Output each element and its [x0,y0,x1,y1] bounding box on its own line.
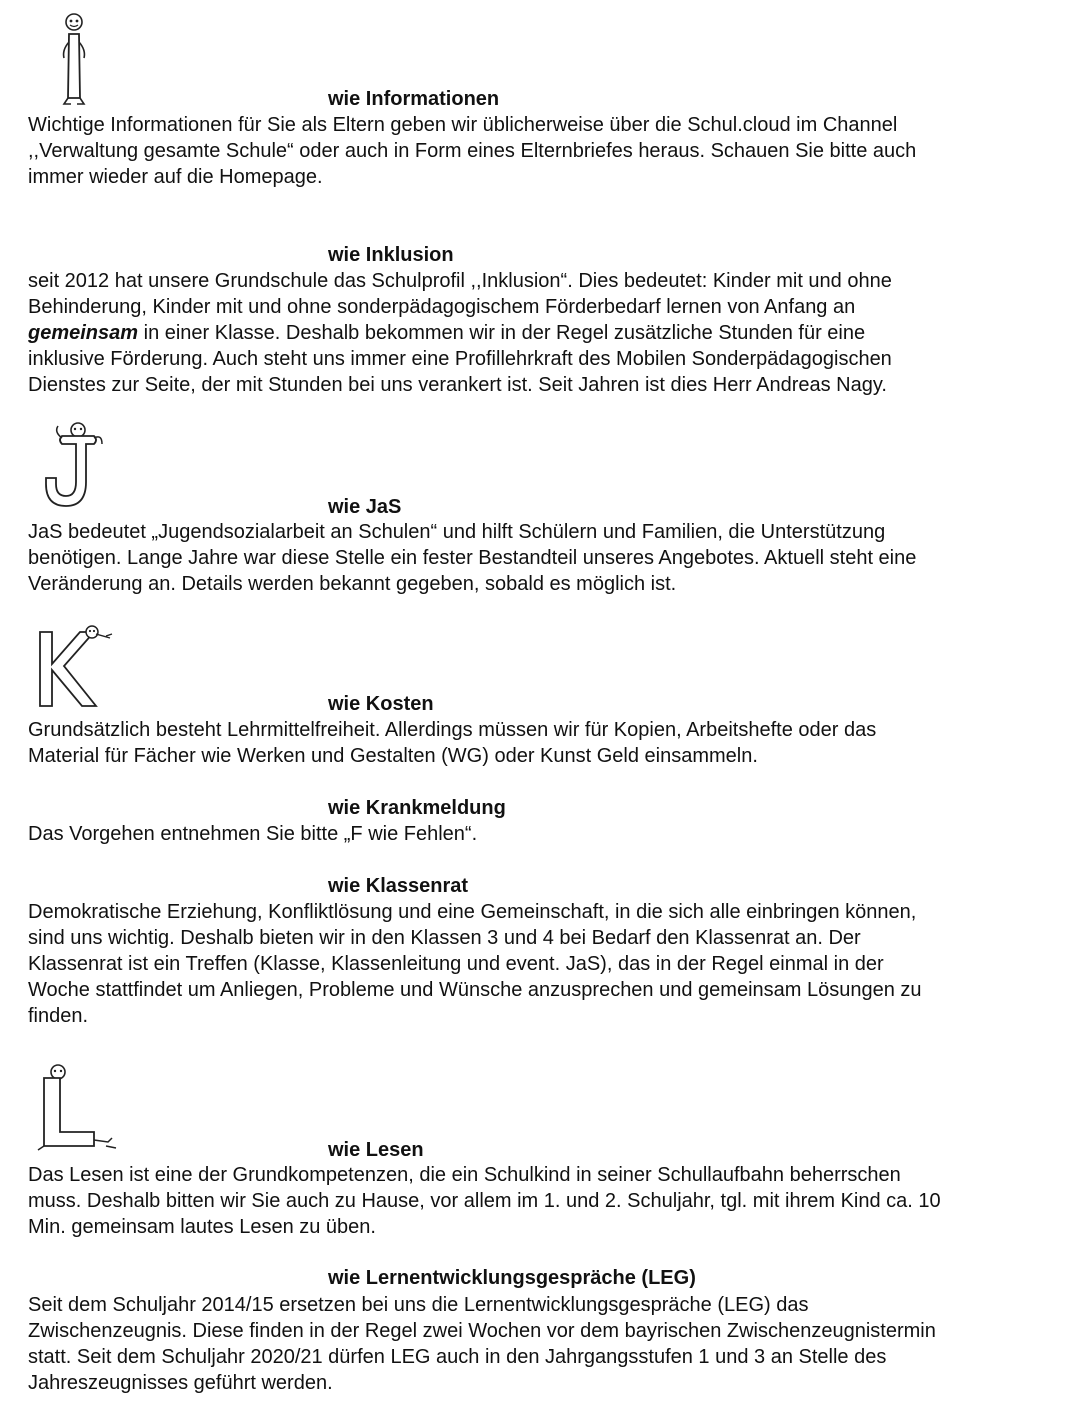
text-line: inklusive Förderung. Auch steht uns immer eine Profillehrkraft des Mobilen Sonderpädagogischen [28,348,892,370]
text-line: JaS bedeutet „Jugendsozialarbeit an Schulen“ und hilft Schülern und Familien, die Unterstützung [28,521,886,543]
paragraph-jas [28,519,1068,597]
text-line: Jahreszeugnisses geführt werden. [28,1372,333,1394]
letter-i-figure-icon [56,12,96,108]
paragraph-lernentwicklungsgespraeche [28,1292,1068,1396]
letter-k-figure-icon [36,622,116,710]
text-line: muss. Deshalb bitten wir Sie auch zu Hause, vor allem im 1. und 2. Schuljahr, tgl. mit ihrem Kind ca. 10 [28,1190,941,1212]
text-line: Woche stattfindet um Anliegen, Probleme und Wünsche anzusprechen und gemeinsam Lösungen zu [28,979,922,1001]
paragraph-informationen [28,112,1068,190]
letter-l-figure-icon [32,1062,122,1156]
heading-krankmeldung: wie Krankmeldung [328,797,506,819]
text-line: immer wieder auf die Homepage. [28,166,323,188]
text-line: Material für Fächer wie Werken und Gestalten (WG) oder Kunst Geld einsammeln. [28,745,758,767]
paragraph-lesen [28,1162,1068,1240]
text-line: Das Vorgehen entnehmen Sie bitte „F wie Fehlen“. [28,823,478,845]
text-line: seit 2012 hat unsere Grundschule das Schulprofil ,,Inklusion“. Dies bedeutet: Kinder mit und ohne [28,270,892,292]
text-line: Zwischenzeugnis. Diese finden in der Regel zwei Wochen vor dem bayrischen Zwischenzeugnistermin [28,1320,936,1342]
heading-klassenrat: wie Klassenrat [328,875,469,897]
text-line: Klassenrat ist ein Treffen (Klasse, Klassenleitung und event. JaS), das in der Regel einmal in der [28,953,884,975]
text-line: benötigen. Lange Jahre war diese Stelle ein fester Bestandteil unseres Angebotes. Aktuell steht eine [28,547,917,569]
emphasis-gemeinsam: gemeinsam [28,322,139,344]
text-line: Min. gemeinsam lautes Lesen zu üben. [28,1216,376,1238]
paragraph-klassenrat [28,899,1068,1029]
paragraph-krankmeldung [28,821,1068,847]
heading-jas: wie JaS [328,496,402,518]
heading-lesen: wie Lesen [328,1139,424,1161]
text-line: Seit dem Schuljahr 2014/15 ersetzen bei uns die Lernentwicklungsgespräche (LEG) das [28,1294,809,1316]
heading-inklusion: wie Inklusion [328,244,454,266]
text-line: Demokratische Erziehung, Konfliktlösung und eine Gemeinschaft, in die sich alle einbringen können, [28,901,917,923]
text-line: Grundsätzlich besteht Lehrmittelfreiheit. Allerdings müssen wir für Kopien, Arbeitshefte oder das [28,719,877,741]
paragraph-kosten [28,717,1068,769]
text-line: ,,Verwaltung gesamte Schule“ oder auch in Form eines Elternbriefes heraus. Schauen Sie bitte auch [28,140,917,162]
text-line: Wichtige Informationen für Sie als Eltern geben wir üblicherweise über die Schul.cloud im Channel [28,114,898,136]
paragraph-inklusion [28,268,1068,398]
text-line: Das Lesen ist eine der Grundkompetenzen, die ein Schulkind in seiner Schullaufbahn beherrschen [28,1164,901,1186]
text-line: Veränderung an. Details werden bekannt gegeben, sobald es möglich ist. [28,573,677,595]
text-line: Behinderung, Kinder mit und ohne sonderpädagogischem Förderbedarf lernen von Anfang an [28,296,856,318]
heading-lernentwicklungsgespraeche: wie Lernentwicklungsgespräche (LEG) [328,1267,696,1289]
text-line: sind uns wichtig. Deshalb bieten wir in den Klassen 3 und 4 bei Bedarf den Klassenrat an. Der [28,927,861,949]
heading-kosten: wie Kosten [328,693,434,715]
text-fragment: in einer Klasse. Deshalb bekommen wir in der Regel zusätzliche Stunden für eine [138,322,866,344]
letter-j-figure-icon [40,420,110,512]
text-line [28,320,1068,346]
text-line: Dienstes zur Seite, der mit Stunden bei uns verankert ist. Seit Jahren ist dies Herr Andreas Nagy. [28,374,887,396]
heading-informationen: wie Informationen [328,88,500,110]
text-line: finden. [28,1005,89,1027]
text-line: statt. Seit dem Schuljahr 2020/21 dürfen LEG auch in den Jahrgangsstufen 1 und 3 an Stelle des [28,1346,887,1368]
